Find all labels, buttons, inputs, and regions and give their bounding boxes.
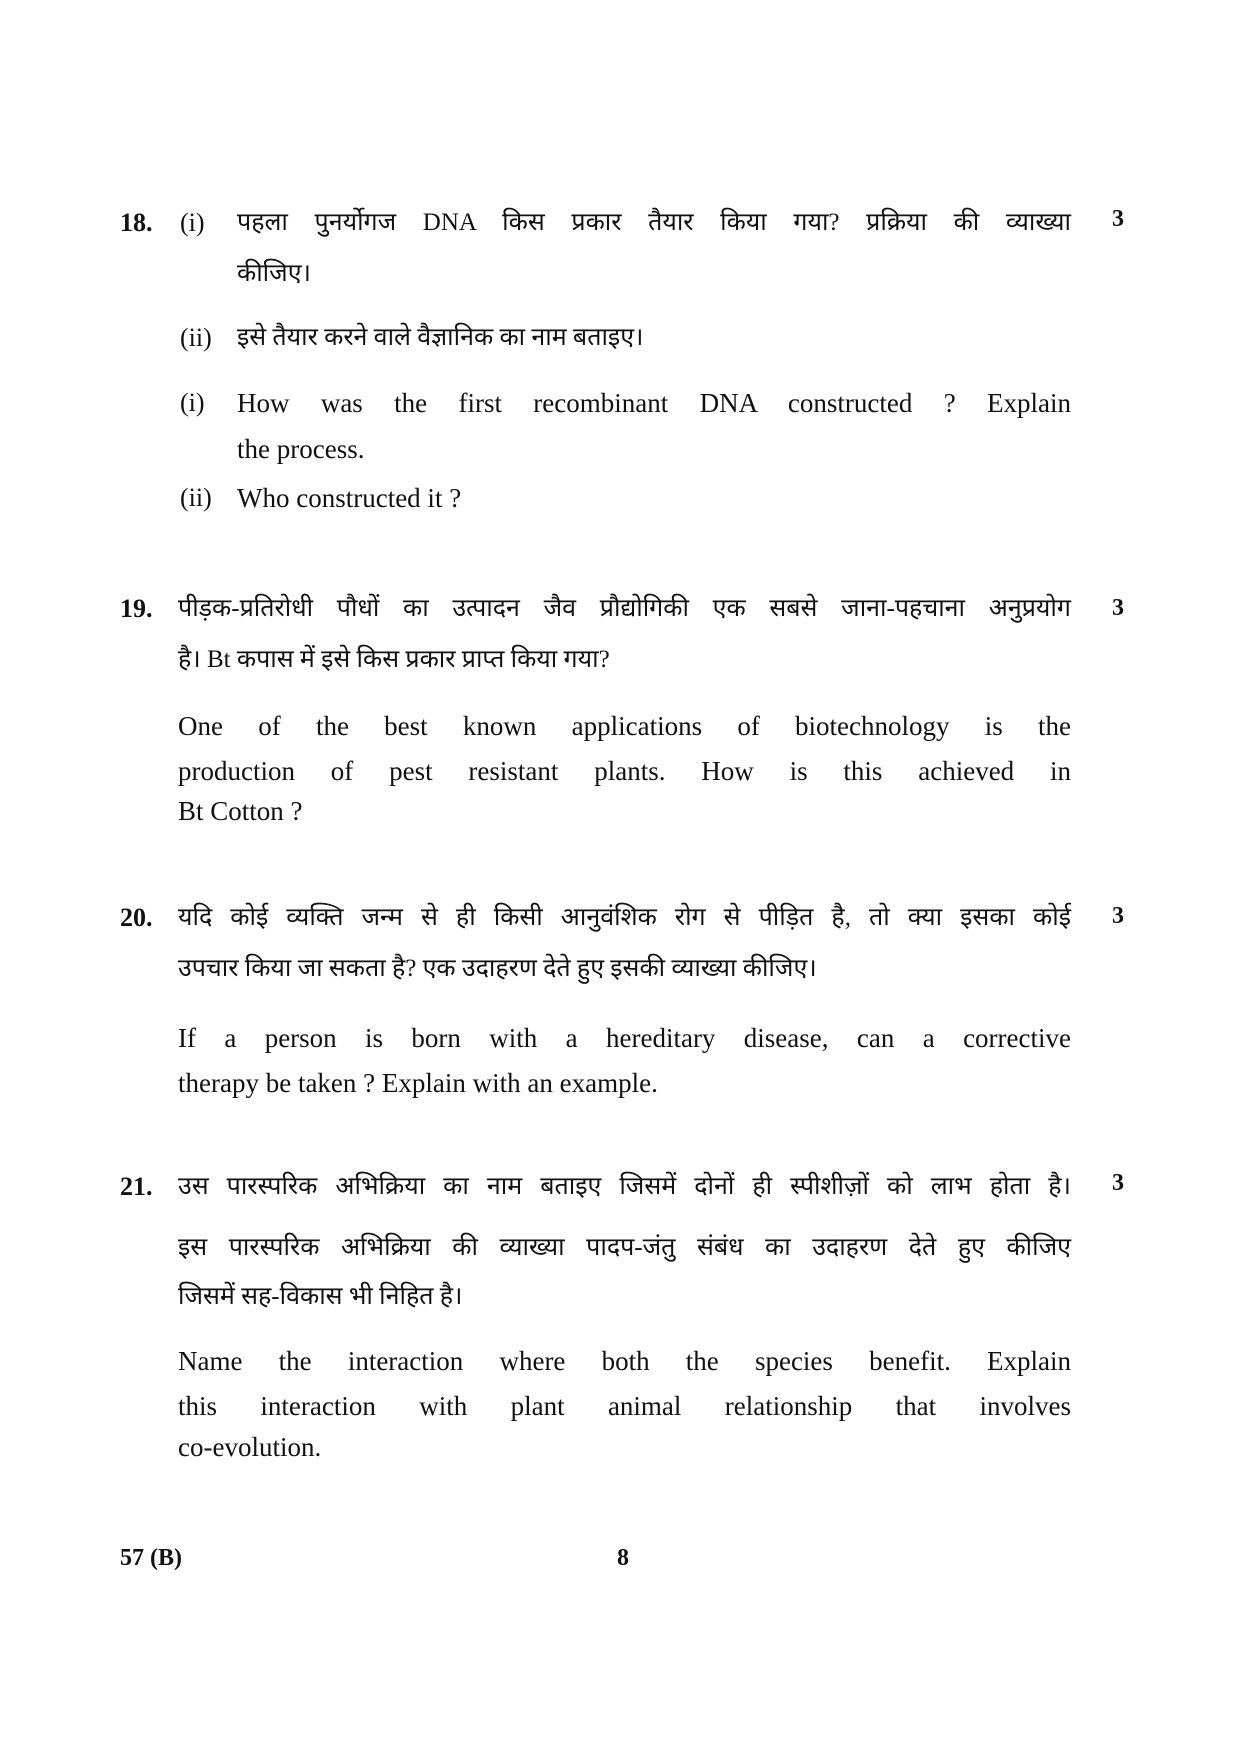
part-label: (i) [180, 388, 205, 417]
english-line: If a person is born with a hereditary disease, can a corrective [178, 1023, 1071, 1053]
hindi-line: पीड़क-प्रतिरोधी पौधों का उत्पादन जैव प्रौद्योगिकी एक सबसे जाना-पहचाना अनुप्रयोग [178, 595, 1071, 622]
part-label: (i) [180, 208, 205, 237]
paper-code: 57 (B) [120, 1545, 182, 1571]
question-number: 20. [120, 903, 153, 932]
english-line: co-evolution. [178, 1432, 322, 1462]
english-line: the process. [237, 434, 365, 464]
english-line: How was the first recombinant DNA constructed ? Explain [237, 388, 1071, 418]
marks: 3 [1112, 1170, 1124, 1196]
english-line: Bt Cotton ? [178, 796, 303, 826]
hindi-line: इस पारस्परिक अभिक्रिया की व्याख्या पादप-जंतु संबंध का उदाहरण देते हुए कीजिए [178, 1234, 1071, 1261]
part-label: (ii) [180, 483, 212, 512]
marks: 3 [1112, 595, 1124, 621]
english-line: production of pest resistant plants. How is this achieved in [178, 756, 1071, 786]
part-label: (ii) [180, 323, 212, 352]
question-number: 21. [120, 1172, 153, 1201]
english-line: Who constructed it ? [237, 483, 462, 513]
marks: 3 [1112, 206, 1124, 232]
english-line: Name the interaction where both the species benefit. Explain [178, 1346, 1071, 1376]
question-number: 19. [120, 594, 153, 623]
english-line: One of the best known applications of biotechnology is the [178, 711, 1071, 741]
hindi-line: कीजिए। [237, 260, 312, 287]
hindi-line: उपचार किया जा सकता है? एक उदाहरण देते हुए इसकी व्याख्या कीजिए। [178, 955, 817, 982]
question-number: 18. [120, 208, 153, 237]
hindi-line: है। Bt कपास में इसे किस प्रकार प्राप्त किया गया? [178, 646, 610, 673]
english-line: therapy be taken ? Explain with an example. [178, 1068, 658, 1098]
hindi-line: इसे तैयार करने वाले वैज्ञानिक का नाम बताइए। [237, 324, 644, 351]
hindi-line: यदि कोई व्यक्ति जन्म से ही किसी आनुवंशिक रोग से पीड़ित है, तो क्या इसका कोई [178, 904, 1071, 931]
page-number: 8 [617, 1545, 629, 1571]
english-line: this interaction with plant animal relationship that involves [178, 1391, 1071, 1421]
hindi-line: जिसमें सह-विकास भी निहित है। [178, 1283, 463, 1310]
marks: 3 [1112, 903, 1124, 929]
hindi-line: पहला पुनर्योगज DNA किस प्रकार तैयार किया गया? प्रक्रिया की व्याख्या [237, 209, 1071, 236]
hindi-line: उस पारस्परिक अभिक्रिया का नाम बताइए जिसमें दोनों ही स्पीशीज़ों को लाभ होता है। [178, 1173, 1071, 1200]
